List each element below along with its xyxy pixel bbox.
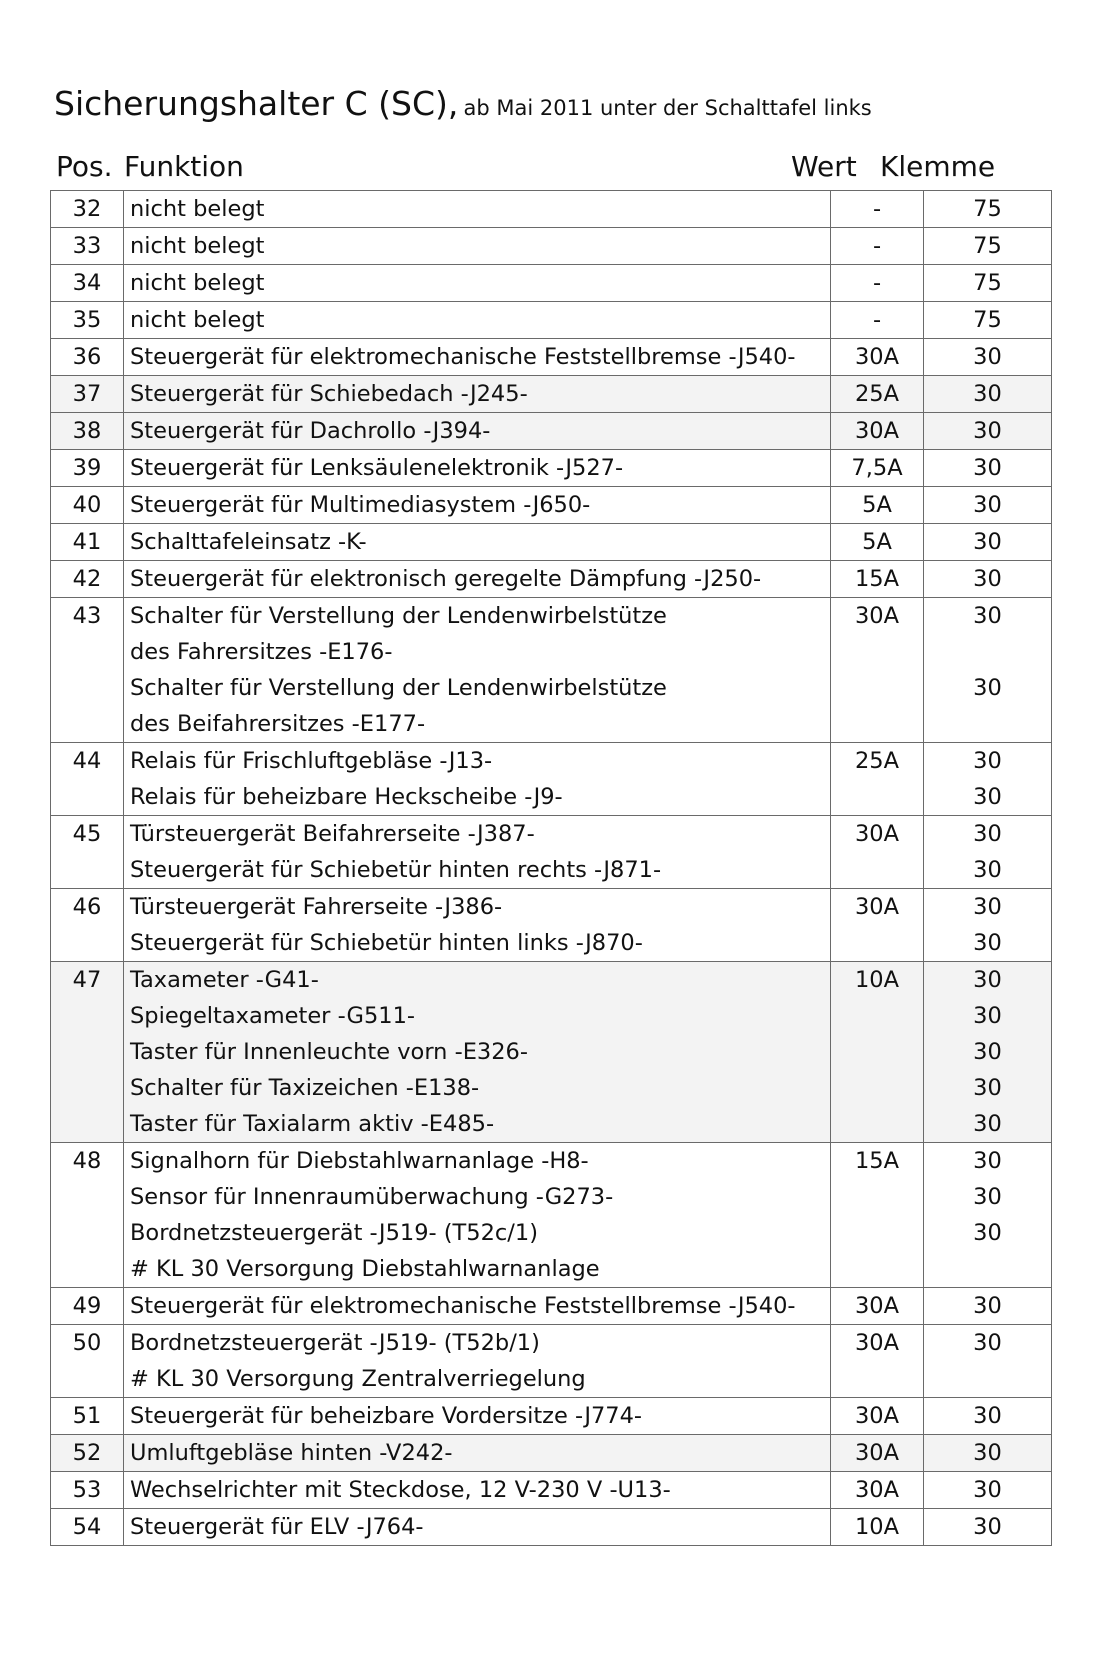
table-row [51,450,1052,487]
wert-value: 5A [862,492,892,518]
cell-funktion [124,487,831,524]
klemme-value: 30 [973,1330,1002,1356]
wert-value [831,1361,923,1397]
klemme-value: 30 [973,1075,1002,1101]
funktion-text: Steuergerät für ELV -J764- [130,1514,424,1540]
cell-funktion [124,228,831,265]
cell-pos [51,376,124,413]
funktion-text: Umluftgebläse hinten -V242- [130,1440,453,1466]
funktion-text: Steuergerät für Multimediasystem -J650- [130,492,591,518]
funktion-text: # KL 30 Versorgung Zentralverriegelung [130,1366,586,1392]
cell-pos [51,524,124,561]
table-row [51,524,1052,561]
table-row [51,376,1052,413]
wert-value [831,1251,923,1287]
table-row [51,228,1052,265]
pos-value: 32 [72,196,102,222]
table-row [51,1143,1052,1288]
pos-value: 53 [72,1477,102,1503]
table-row [51,1288,1052,1325]
cell-funktion [124,1398,831,1435]
cell-klemme [924,339,1052,376]
wert-value: 15A [854,566,900,592]
cell-funktion [124,889,831,962]
wert-value: 5A [862,529,892,555]
cell-funktion [124,265,831,302]
klemme-value: 30 [973,821,1002,847]
wert-value [831,852,923,888]
cell-klemme [924,450,1052,487]
cell-klemme [924,413,1052,450]
klemme-value: 30 [973,1293,1002,1319]
wert-value: 30A [854,1440,900,1466]
cell-wert [831,228,924,265]
klemme-value: 30 [973,784,1002,810]
cell-pos [51,1435,124,1472]
cell-klemme [924,743,1052,816]
title-subtitle: ab Mai 2011 unter der Schalttafel links [463,96,872,120]
funktion-text: Spiegeltaxameter -G511- [130,1003,416,1029]
wert-value [831,634,923,670]
cell-funktion [124,1325,831,1398]
funktion-text: des Fahrersitzes -E176- [130,639,393,665]
cell-pos [51,413,124,450]
klemme-value: 30 [973,1220,1002,1246]
cell-pos [51,1472,124,1509]
klemme-value [924,706,1051,742]
cell-wert [831,1398,924,1435]
cell-klemme [924,561,1052,598]
header-klemme: Klemme [880,150,996,183]
pos-value: 49 [72,1293,102,1319]
cell-pos [51,962,124,1143]
cell-pos [51,191,124,228]
klemme-value: 30 [973,1039,1002,1065]
pos-value: 47 [72,967,102,993]
wert-value: - [872,270,882,296]
table-row [51,598,1052,743]
cell-funktion [124,191,831,228]
wert-value: 30A [854,1293,900,1319]
wert-value [831,706,923,742]
wert-value: 25A [854,381,900,407]
cell-klemme [924,1435,1052,1472]
cell-wert [831,1435,924,1472]
pos-value: 51 [72,1403,102,1429]
wert-value [831,670,923,706]
title-main: Sicherungshalter C (SC), [54,84,459,123]
pos-value: 50 [72,1330,102,1356]
wert-value: 10A [854,1514,900,1540]
header-funktion: Funktion [124,150,244,183]
table-row [51,962,1052,1143]
cell-pos [51,339,124,376]
klemme-value: 75 [973,233,1002,259]
page-title [54,84,872,123]
klemme-value: 30 [973,857,1002,883]
table-row [51,265,1052,302]
pos-value: 52 [72,1440,102,1466]
cell-wert [831,265,924,302]
cell-klemme [924,1398,1052,1435]
table-row [51,1472,1052,1509]
cell-pos [51,265,124,302]
cell-funktion [124,1435,831,1472]
cell-pos [51,889,124,962]
funktion-text: nicht belegt [130,307,265,333]
cell-wert [831,561,924,598]
cell-klemme [924,598,1052,743]
cell-pos [51,228,124,265]
pos-value: 36 [72,344,102,370]
funktion-text: des Beifahrersitzes -E177- [130,711,426,737]
klemme-value: 30 [973,603,1002,629]
wert-value: 30A [854,418,900,444]
cell-wert [831,962,924,1143]
cell-wert [831,1143,924,1288]
klemme-value: 30 [973,381,1002,407]
cell-klemme [924,228,1052,265]
cell-pos [51,1398,124,1435]
cell-klemme [924,487,1052,524]
funktion-text: nicht belegt [130,196,265,222]
klemme-value: 30 [973,344,1002,370]
cell-klemme [924,302,1052,339]
funktion-text: Steuergerät für elektronisch geregelte Dämpfung -J250- [130,566,762,592]
wert-value: 10A [854,967,900,993]
klemme-value [924,1251,1051,1287]
funktion-text: nicht belegt [130,270,265,296]
funktion-text: Wechselrichter mit Steckdose, 12 V-230 V -U13- [130,1477,671,1503]
klemme-value: 30 [973,566,1002,592]
table-row [51,302,1052,339]
wert-value [831,1179,923,1215]
wert-value [831,1034,923,1070]
pos-value: 43 [72,603,102,629]
funktion-text: Bordnetzsteuergerät -J519- (T52c/1) [130,1220,538,1246]
cell-wert [831,816,924,889]
klemme-value: 30 [973,1148,1002,1174]
klemme-value: 30 [973,748,1002,774]
funktion-text: Schalter für Taxizeichen -E138- [130,1075,480,1101]
table-row [51,1509,1052,1546]
pos-value: 40 [72,492,102,518]
pos-value: 33 [72,233,102,259]
funktion-text: Steuergerät für Schiebetür hinten links -J870- [130,930,643,956]
cell-pos [51,598,124,743]
cell-klemme [924,524,1052,561]
klemme-value: 30 [973,1440,1002,1466]
pos-value: 54 [72,1514,102,1540]
cell-wert [831,598,924,743]
funktion-text: Bordnetzsteuergerät -J519- (T52b/1) [130,1330,540,1356]
cell-funktion [124,743,831,816]
cell-klemme [924,962,1052,1143]
wert-value [831,1106,923,1142]
cell-pos [51,1509,124,1546]
cell-wert [831,524,924,561]
cell-pos [51,816,124,889]
klemme-value [924,634,1051,670]
wert-value: 30A [854,821,900,847]
cell-funktion [124,598,831,743]
klemme-value: 30 [973,1184,1002,1210]
funktion-text: # KL 30 Versorgung Diebstahlwarnanlage [130,1256,600,1282]
cell-klemme [924,889,1052,962]
table-row [51,1398,1052,1435]
funktion-text: Taster für Taxialarm aktiv -E485- [130,1111,495,1137]
cell-wert [831,413,924,450]
funktion-text: Taxameter -G41- [130,967,319,993]
cell-pos [51,450,124,487]
cell-funktion [124,1288,831,1325]
funktion-text: Sensor für Innenraumüberwachung -G273- [130,1184,614,1210]
funktion-text: Steuergerät für beheizbare Vordersitze -J774- [130,1403,643,1429]
cell-funktion [124,962,831,1143]
table-row [51,191,1052,228]
pos-value: 37 [72,381,102,407]
cell-wert [831,1288,924,1325]
cell-funktion [124,376,831,413]
cell-funktion [124,561,831,598]
cell-wert [831,743,924,816]
cell-pos [51,1143,124,1288]
cell-wert [831,1325,924,1398]
cell-klemme [924,191,1052,228]
pos-value: 42 [72,566,102,592]
wert-value: - [872,233,882,259]
wert-value: 15A [854,1148,900,1174]
cell-funktion [124,1143,831,1288]
klemme-value: 30 [973,1003,1002,1029]
klemme-value: 30 [973,1403,1002,1429]
cell-funktion [124,1509,831,1546]
cell-klemme [924,265,1052,302]
funktion-text: Steuergerät für elektromechanische Feststellbremse -J540- [130,344,796,370]
klemme-value: 30 [973,418,1002,444]
cell-wert [831,1509,924,1546]
pos-value: 39 [72,455,102,481]
funktion-text: Relais für beheizbare Heckscheibe -J9- [130,784,563,810]
header-wert: Wert [791,150,857,183]
funktion-text: Türsteuergerät Fahrerseite -J386- [130,894,503,920]
pos-value: 44 [72,748,102,774]
funktion-text: Steuergerät für Schiebedach -J245- [130,381,528,407]
cell-funktion [124,450,831,487]
table-row [51,487,1052,524]
klemme-value: 30 [973,967,1002,993]
wert-value [831,1070,923,1106]
cell-pos [51,743,124,816]
wert-value [831,998,923,1034]
wert-value: 30A [854,894,900,920]
funktion-text: Relais für Frischluftgebläse -J13- [130,748,493,774]
funktion-text: Schalter für Verstellung der Lendenwirbelstütze [130,603,667,629]
table-row [51,816,1052,889]
cell-wert [831,487,924,524]
cell-wert [831,889,924,962]
funktion-text: Schalter für Verstellung der Lendenwirbelstütze [130,675,667,701]
table-row [51,561,1052,598]
table-row [51,1435,1052,1472]
table-row [51,339,1052,376]
cell-klemme [924,816,1052,889]
klemme-value: 30 [973,1477,1002,1503]
klemme-value: 30 [973,1514,1002,1540]
cell-funktion [124,524,831,561]
funktion-text: Signalhorn für Diebstahlwarnanlage -H8- [130,1148,589,1174]
cell-funktion [124,302,831,339]
fuse-table [50,190,1052,1546]
cell-klemme [924,376,1052,413]
funktion-text: Steuergerät für Lenksäulenelektronik -J527- [130,455,624,481]
pos-value: 45 [72,821,102,847]
cell-klemme [924,1288,1052,1325]
funktion-text: Steuergerät für elektromechanische Feststellbremse -J540- [130,1293,796,1319]
funktion-text: Schalttafeleinsatz -K- [130,529,367,555]
funktion-text: Steuergerät für Schiebetür hinten rechts -J871- [130,857,662,883]
funktion-text: nicht belegt [130,233,265,259]
table-row [51,743,1052,816]
cell-klemme [924,1472,1052,1509]
wert-value: 30A [854,1403,900,1429]
wert-value: 30A [854,1330,900,1356]
klemme-value: 30 [973,894,1002,920]
cell-wert [831,376,924,413]
table-row [51,413,1052,450]
cell-wert [831,191,924,228]
cell-wert [831,1472,924,1509]
wert-value: 30A [854,344,900,370]
cell-funktion [124,1472,831,1509]
cell-funktion [124,816,831,889]
cell-pos [51,1288,124,1325]
pos-value: 41 [72,529,102,555]
pos-value: 34 [72,270,102,296]
klemme-value: 30 [973,675,1002,701]
pos-value: 35 [72,307,102,333]
wert-value: - [872,307,882,333]
funktion-text: Steuergerät für Dachrollo -J394- [130,418,491,444]
wert-value: 7,5A [851,455,903,481]
table-row [51,1325,1052,1398]
wert-value: 30A [854,1477,900,1503]
cell-wert [831,302,924,339]
cell-wert [831,339,924,376]
klemme-value [924,1361,1051,1397]
wert-value: 30A [854,603,900,629]
klemme-value: 30 [973,1111,1002,1137]
wert-value [831,779,923,815]
klemme-value: 30 [973,455,1002,481]
klemme-value: 75 [973,270,1002,296]
header-pos: Pos. [56,150,113,183]
klemme-value: 75 [973,307,1002,333]
klemme-value: 30 [973,492,1002,518]
cell-funktion [124,413,831,450]
klemme-value: 30 [973,930,1002,956]
klemme-value: 30 [973,529,1002,555]
pos-value: 48 [72,1148,102,1174]
cell-klemme [924,1325,1052,1398]
wert-value: 25A [854,748,900,774]
wert-value: - [872,196,882,222]
funktion-text: Türsteuergerät Beifahrerseite -J387- [130,821,535,847]
cell-pos [51,561,124,598]
cell-pos [51,487,124,524]
cell-pos [51,1325,124,1398]
klemme-value: 75 [973,196,1002,222]
cell-wert [831,450,924,487]
fuse-table-body [51,191,1052,1546]
cell-funktion [124,339,831,376]
pos-value: 38 [72,418,102,444]
cell-klemme [924,1509,1052,1546]
funktion-text: Taster für Innenleuchte vorn -E326- [130,1039,528,1065]
wert-value [831,925,923,961]
table-row [51,889,1052,962]
pos-value: 46 [72,894,102,920]
cell-klemme [924,1143,1052,1288]
cell-pos [51,302,124,339]
wert-value [831,1215,923,1251]
